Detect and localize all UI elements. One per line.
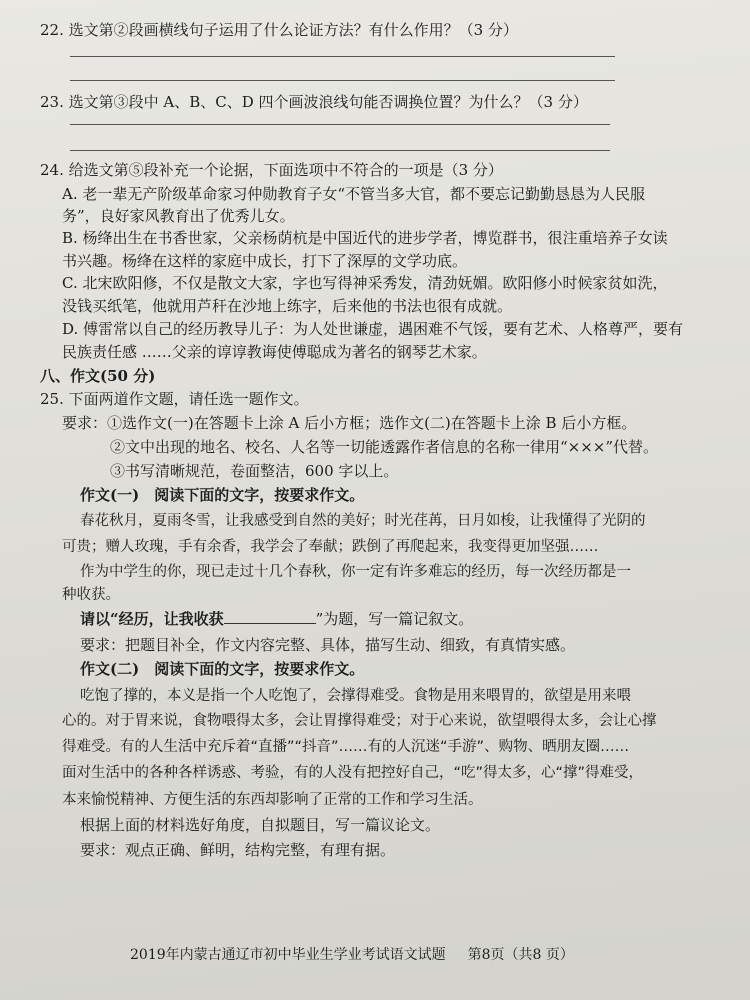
essay-1-prompt-prefix: 请以“经历，让我收获 [80, 610, 224, 628]
q25-requirement-1: 要求：①选作文(一)在答题卡上涂 A 后小方框；选作文(二)在答题卡上涂 B 后小方框。 [62, 414, 637, 432]
option-c-line2: 没钱买纸笔，他就用芦秆在沙地上练字，后来他的书法也很有成就。 [62, 297, 513, 315]
answer-line [70, 56, 615, 57]
essay-2-para-line1: 吃饱了撑的，本义是指一个人吃饱了，会撑得难受。食物是用来喂胃的，欲望是用来喂 [80, 688, 631, 704]
answer-line [70, 124, 610, 125]
question-22: 22. 选文第②段画横线句子运用了什么论证方法？有什么作用？（3 分） [40, 21, 518, 39]
essay-1-prompt-suffix: ”为题，写一篇记叙文。 [315, 610, 474, 628]
essay-2-para-line3: 得难受。有的人生活中充斥着“直播”“抖音”……有的人沉迷“手游”、购物、晒朋友圈…… [62, 739, 630, 755]
essay-1-para2-line1: 作为中学生的你，现已走过十几个春秋，你一定有许多难忘的经历，每一次经历都是一 [80, 564, 631, 580]
essay-2-para-line4: 面对生活中的各种各样诱惑、考验，有的人没有把控好自己，“吃”得太多，心“撑”得难受， [62, 765, 644, 781]
essay-2-requirement: 要求：观点正确、鲜明，结构完整，有理有据。 [80, 841, 396, 859]
essay-1-title: 作文(一) 阅读下面的文字，按要求作文。 [80, 486, 365, 504]
essay-2-instruction: 根据上面的材料选好角度，自拟题目，写一篇议论文。 [80, 816, 441, 834]
option-c-line1: C. 北宋欧阳修，不仅是散文大家，字也写得神采秀发，清劲妩媚。欧阳修小时候家贫如洗， [62, 274, 668, 292]
option-b-line1: B. 杨绛出生在书香世家，父亲杨荫杭是中国近代的进步学者，博览群书，很注重培养子女读 [62, 229, 668, 247]
question-24-stem: 24. 给选文第⑤段补充一个论据，下面选项中不符合的一项是（3 分） [40, 161, 503, 179]
essay-2-para-line5: 本来愉悦精神、方便生活的东西却影响了正常的工作和学习生活。 [62, 792, 483, 808]
q25-requirement-2: ②文中出现的地名、校名、人名等一切能透露作者信息的名称一律用“×××”代替。 [110, 438, 659, 456]
question-23: 23. 选文第③段中 A、B、C、D 四个画波浪线句能否调换位置？为什么？（3 分） [40, 93, 588, 111]
question-25-stem: 25. 下面两道作文题，请任选一题作文。 [40, 390, 309, 408]
essay-1-requirement: 要求：把题目补全，作文内容完整、具体，描写生动、细致，有真情实感。 [80, 636, 576, 654]
option-d-line1: D. 傅雷常以自己的经历教导儿子：为人处世谦虚，遇困难不气馁，要有艺术、人格尊严，要有 [62, 320, 684, 338]
essay-2-para-line2: 心的。对于胃来说，食物喂得太多，会让胃撑得难受；对于心来说，欲望喂得太多，会让心撑 [62, 713, 657, 729]
option-d-line2: 民族责任感 ……父亲的谆谆教诲使傅聪成为著名的钢琴艺术家。 [62, 343, 487, 361]
q25-requirement-3: ③书写清晰规范，卷面整洁，600 字以上。 [110, 462, 399, 480]
essay-1-para1-line1: 春花秋月，夏雨冬雪，让我感受到自然的美好；时光荏苒，日月如梭，让我懂得了光阴的 [80, 513, 646, 529]
page-number: 第8页（共8 页） [467, 947, 574, 963]
answer-line [70, 80, 615, 81]
essay-1-para2-line2: 种收获。 [62, 587, 120, 603]
page-footer [130, 944, 596, 964]
essay-1-prompt [80, 609, 750, 629]
footer-title: 2019年内蒙古通辽市初中毕业生学业考试语文试题 [130, 947, 446, 963]
option-a-line2: 务”，良好家风教育出了优秀儿女。 [62, 207, 295, 225]
title-blank [224, 609, 316, 624]
section-8-title: 八、作文(50 分) [40, 367, 156, 385]
option-a-line1: A. 老一辈无产阶级革命家习仲勋教育子女“不管当多大官，都不要忘记勤勤恳恳为人民服 [62, 185, 646, 203]
essay-2-title: 作文(二) 阅读下面的文字，按要求作文。 [80, 660, 365, 678]
answer-line [70, 150, 610, 151]
essay-1-para1-line2: 可贵；赠人玫瑰，手有余香，我学会了奉献；跌倒了再爬起来，我变得更加坚强…… [62, 539, 599, 555]
option-b-line2: 书兴趣。杨绛在这样的家庭中成长，打下了深厚的文学功底。 [62, 252, 468, 270]
